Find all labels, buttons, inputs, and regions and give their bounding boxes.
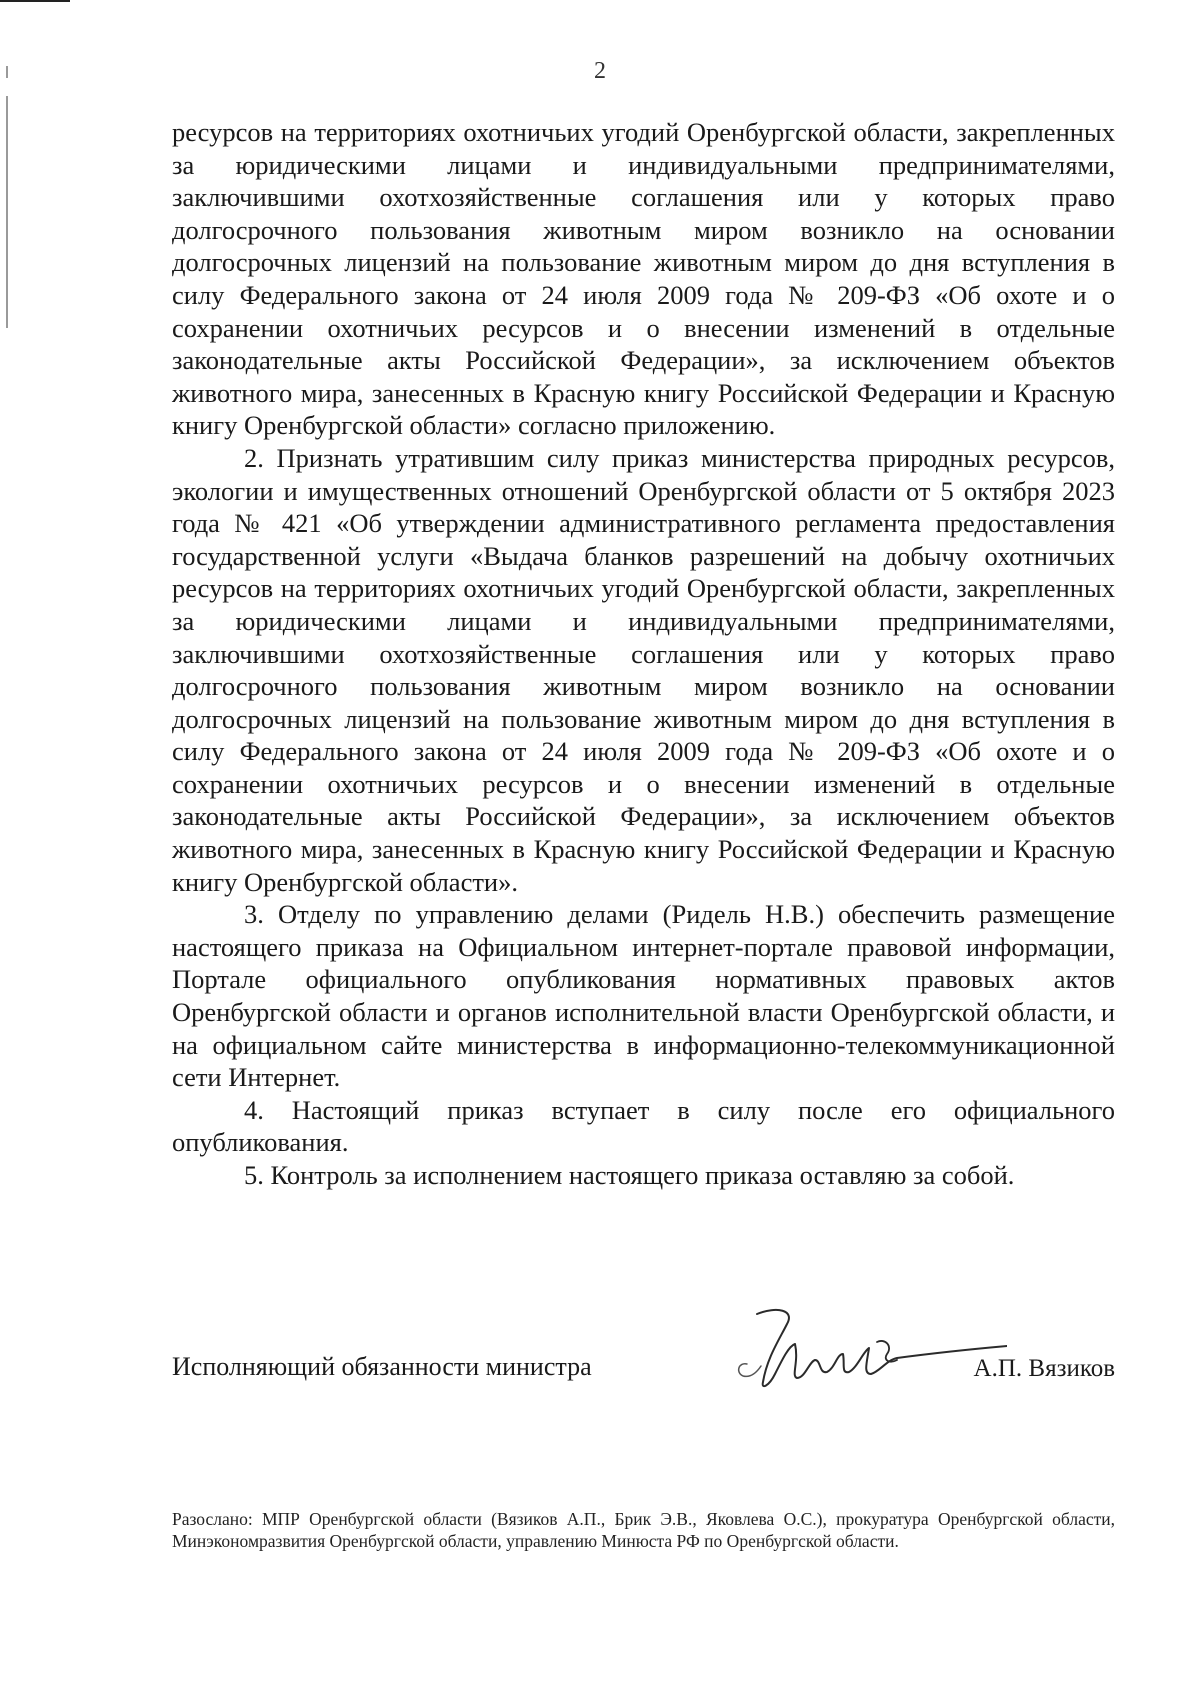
scan-edge-mark <box>0 0 70 2</box>
signatory-name: А.П. Вязиков <box>973 1355 1115 1382</box>
paragraph-item-2: 2. Признать утратившим силу приказ министерства природных ресурсов, экологии и имущественных отношений Оренбургской области от 5 октября 2023 года № 421 «Об утверждении административного регламента предоставления государственной услуги «Выдача бланков разрешений на добычу охотничьих ресурсов на территориях охотничьих угодий Оренбургской области, закрепленных за юридическими лицами и индивидуальными предпринимателями, заключившими охотхозяйственные соглашения или у которых право долгосрочного пользования животным миром возникло на основании долгосрочных лицензий на пользование животным миром до дня вступления в силу Федерального закона от 24 июля 2009 года № 209-ФЗ «Об охоте и о сохранении охотничьих ресурсов и о внесении изменений в отдельные законодательные акты Российской Федерации», за исключением объектов животного мира, занесенных в Красную книгу Российской Федерации и Красную книгу Оренбургской области». <box>172 442 1115 897</box>
document-body <box>172 116 1115 1192</box>
distribution-list: Разослано: МПР Оренбургской области (Вязиков А.П., Брик Э.В., Яковлева О.С.), прокуратура Оренбургской области, Минэкономразвития Оренбургской области, управлению Минюста РФ по Оренбургской области. <box>172 1509 1115 1551</box>
scan-edge-mark <box>6 96 8 328</box>
signature-block <box>172 1302 1115 1382</box>
page-number: 2 <box>594 58 606 84</box>
handwritten-signature <box>717 1302 1007 1394</box>
signatory-position: Исполняющий обязанности министра <box>172 1352 592 1381</box>
paragraph-item-3: 3. Отделу по управлению делами (Ридель Н.В.) обеспечить размещение настоящего приказа на Официальном интернет-портале правовой информации, Портале официального опубликования нормативных правовых актов Оренбургской области и органов исполнительной власти Оренбургской области, и на официальном сайте министерства в информационно-телекоммуникационной сети Интернет. <box>172 899 1115 1093</box>
paragraph-item-5: 5. Контроль за исполнением настоящего приказа оставляю за собой. <box>244 1160 1015 1190</box>
paragraph-continuation: ресурсов на территориях охотничьих угодий Оренбургской области, закрепленных за юридическими лицами и индивидуальными предпринимателями, заключившими охотхозяйственные соглашения или у которых право долгосрочного пользования животным миром возникло на основании долгосрочных лицензий на пользование животным миром до дня вступления в силу Федерального закона от 24 июля 2009 года № 209-ФЗ «Об охоте и о сохранении охотничьих ресурсов и о внесении изменений в отдельные законодательные акты Российской Федерации», за исключением объектов животного мира, занесенных в Красную книгу Российской Федерации и Красную книгу Оренбургской области» согласно приложению. <box>172 117 1115 441</box>
paragraph-item-4: 4. Настоящий приказ вступает в силу после его официального опубликования. <box>172 1094 1115 1158</box>
